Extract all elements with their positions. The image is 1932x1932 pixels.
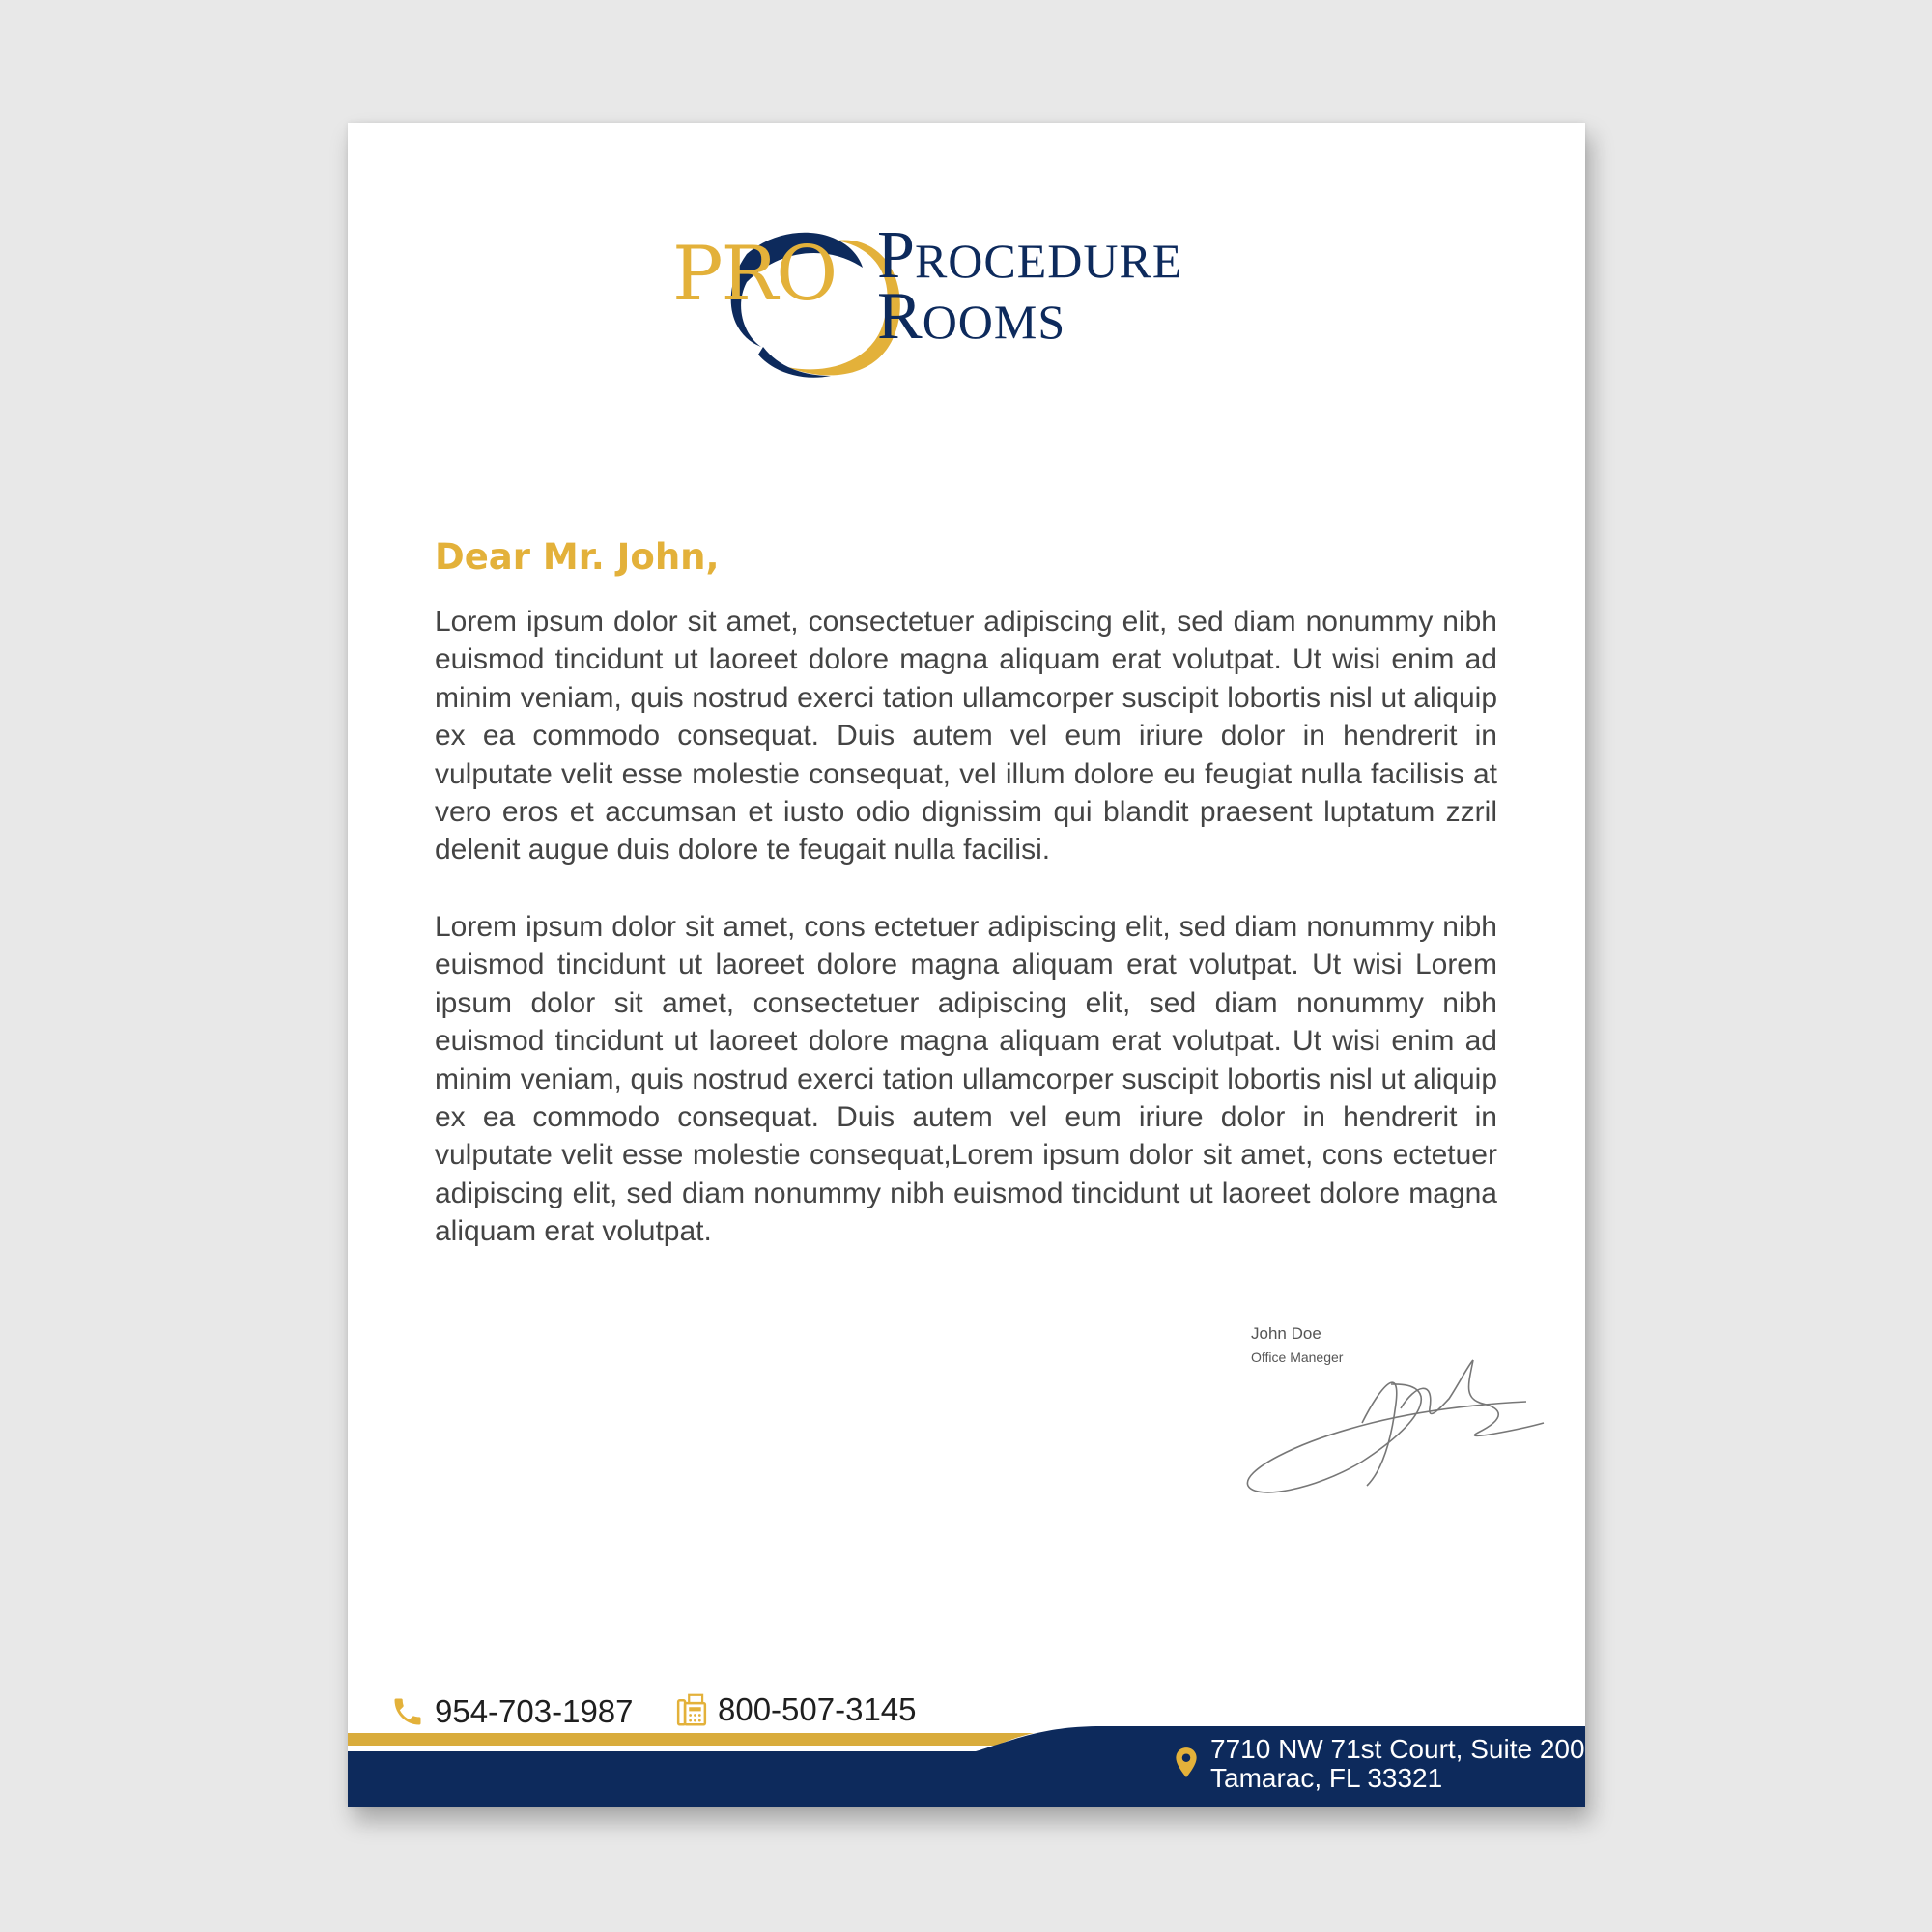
letter-paragraph-1: Lorem ipsum dolor sit amet, consectetuer adipiscing elit, sed diam nonummy nibh euismod tincidunt ut laoreet dolore magna aliquam erat volutpat. Ut wisi enim ad minim veniam, quis nostrud exerci tation ullamcorper suscipit lobortis nisl ut aliquip ex ea commodo consequat. Duis autem vel eum iriure dolor in hendrerit in vulputate velit esse molestie consequat, vel illum dolore eu feugiat nulla facilisis at vero eros et accumsan et iusto odio dignissim qui blandit praesent luptatum zzril delenit augue duis dolore te feugait nulla facilisi. bbox=[435, 606, 1497, 867]
fax-contact bbox=[675, 1690, 917, 1730]
letter-paragraph-2: Lorem ipsum dolor sit amet, cons ectetuer adipiscing elit, sed diam nonummy nibh euismod tincidunt ut laoreet dolore magna aliquam erat volutpat. Ut wisi Lorem ipsum dolor sit amet, consectetuer adipiscing elit, sed diam nonummy nibh euismod tincidunt ut laoreet dolore magna aliquam erat volutpat. Ut wisi enim ad minim veniam, quis nostrud exerci tation ullamcorper suscipit lobortis nisl ut aliquip ex ea commodo consequat. Duis autem vel eum iriure dolor in hendrerit in vulputate velit esse molestie consequat,Lorem ipsum dolor sit amet, cons ectetuer adipiscing elit, sed diam nonummy nibh euismod tincidunt ut laoreet dolore magna aliquam erat volutpat. bbox=[435, 911, 1497, 1248]
phone-number: 954-703-1987 bbox=[435, 1693, 634, 1729]
address-line-2: Tamarac, FL 33321 bbox=[1210, 1763, 1443, 1793]
fax-icon bbox=[675, 1692, 708, 1727]
signatory-title: Office Maneger bbox=[1251, 1350, 1344, 1365]
location-pin-icon bbox=[1174, 1747, 1199, 1779]
letter-greeting: Dear Mr. John, bbox=[435, 536, 720, 578]
logo-line-procedure: PROCEDURE bbox=[877, 218, 1183, 293]
letterhead-page bbox=[348, 123, 1585, 1807]
logo-mark-text: PRO bbox=[672, 231, 837, 318]
company-logo bbox=[348, 123, 1585, 412]
handwritten-signature bbox=[1236, 1326, 1555, 1510]
address-line-1: 7710 NW 71st Court, Suite 200 bbox=[1210, 1734, 1585, 1764]
fax-number: 800-507-3145 bbox=[718, 1691, 917, 1727]
phone-icon bbox=[390, 1694, 425, 1729]
company-address bbox=[1174, 1735, 1585, 1793]
logo-line-rooms: ROOMS bbox=[877, 279, 1066, 354]
signatory-name: John Doe bbox=[1251, 1324, 1321, 1343]
